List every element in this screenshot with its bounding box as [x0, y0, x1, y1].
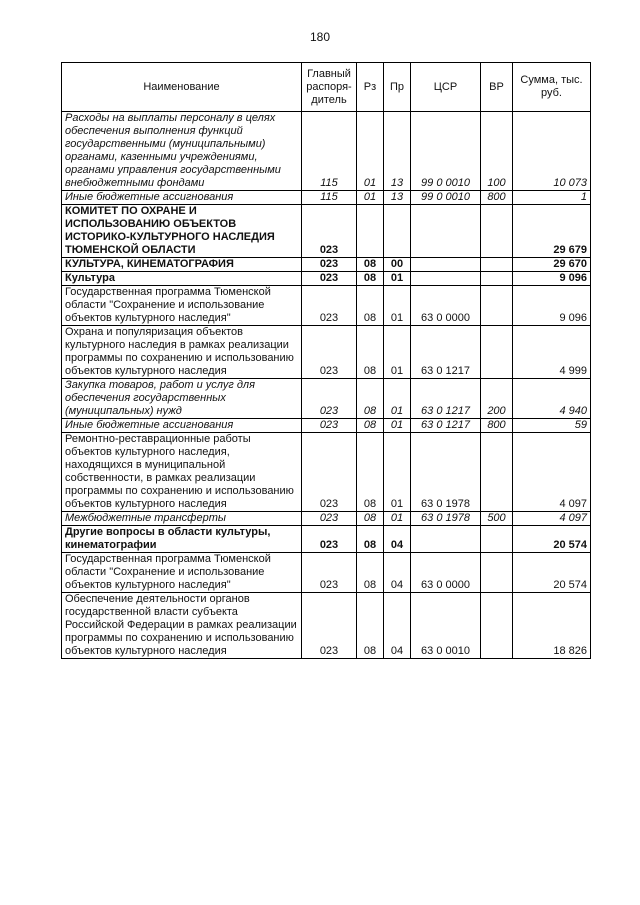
- row-admin: 115: [302, 191, 357, 205]
- row-sum: 20 574: [513, 553, 591, 593]
- table-row: [62, 526, 591, 553]
- row-admin: 023: [302, 258, 357, 272]
- row-admin: 115: [302, 112, 357, 191]
- row-sum: 10 073: [513, 112, 591, 191]
- table-row: [62, 272, 591, 286]
- row-admin: 023: [302, 512, 357, 526]
- table-row: [62, 205, 591, 258]
- table-row: [62, 433, 591, 512]
- row-pr: 13: [384, 112, 411, 191]
- row-pr: 04: [384, 526, 411, 553]
- row-csr: 63 0 0010: [411, 593, 481, 659]
- table-row: [62, 191, 591, 205]
- row-admin: 023: [302, 526, 357, 553]
- table-row: [62, 512, 591, 526]
- row-pr: 01: [384, 272, 411, 286]
- row-vr: 100: [481, 112, 513, 191]
- row-csr: 63 0 0000: [411, 286, 481, 326]
- row-vr: [481, 326, 513, 379]
- row-vr: 500: [481, 512, 513, 526]
- row-sum: 29 670: [513, 258, 591, 272]
- row-vr: [481, 205, 513, 258]
- col-header-vr: ВР: [481, 63, 513, 112]
- row-name: Государственная программа Тюменской области "Сохранение и использование объектов культурного наследия": [62, 553, 302, 593]
- row-sum: 29 679: [513, 205, 591, 258]
- row-sum: 18 826: [513, 593, 591, 659]
- row-admin: 023: [302, 553, 357, 593]
- table-row: [62, 553, 591, 593]
- row-sum: 4 097: [513, 433, 591, 512]
- row-pr: 04: [384, 593, 411, 659]
- row-vr: [481, 272, 513, 286]
- row-pr: 01: [384, 286, 411, 326]
- row-pr: 13: [384, 191, 411, 205]
- row-rz: 01: [357, 191, 384, 205]
- col-header-csr: ЦСР: [411, 63, 481, 112]
- row-name: Другие вопросы в области культуры, кинематографии: [62, 526, 302, 553]
- row-name: Иные бюджетные ассигнования: [62, 419, 302, 433]
- row-pr: 01: [384, 419, 411, 433]
- row-sum: 9 096: [513, 272, 591, 286]
- row-vr: [481, 433, 513, 512]
- row-csr: 63 0 0000: [411, 553, 481, 593]
- row-admin: 023: [302, 379, 357, 419]
- row-name: Охрана и популяризация объектов культурного наследия в рамках реализации программы по сохранению и использованию объектов культурного наследия: [62, 326, 302, 379]
- row-name: Культура: [62, 272, 302, 286]
- row-rz: [357, 205, 384, 258]
- row-admin: 023: [302, 205, 357, 258]
- row-admin: 023: [302, 433, 357, 512]
- row-csr: 63 0 1978: [411, 433, 481, 512]
- row-pr: 01: [384, 379, 411, 419]
- row-name: Закупка товаров, работ и услуг для обеспечения государственных (муниципальных) нужд: [62, 379, 302, 419]
- row-name: Расходы на выплаты персоналу в целях обеспечения выполнения функций государственными (муниципальными) органами, казенными учреждениями, органами управления государственными внебюджетными фондами: [62, 112, 302, 191]
- table-row: [62, 593, 591, 659]
- row-rz: 08: [357, 258, 384, 272]
- col-header-admin: Главный распоря-дитель: [302, 63, 357, 112]
- row-csr: [411, 272, 481, 286]
- table-row: [62, 379, 591, 419]
- row-name: Межбюджетные трансферты: [62, 512, 302, 526]
- row-name: КОМИТЕТ ПО ОХРАНЕ И ИСПОЛЬЗОВАНИЮ ОБЪЕКТОВ ИСТОРИКО-КУЛЬТУРНОГО НАСЛЕДИЯ ТЮМЕНСКОЙ ОБЛАСТИ: [62, 205, 302, 258]
- row-rz: 08: [357, 526, 384, 553]
- row-csr: 63 0 1217: [411, 379, 481, 419]
- table-row: [62, 112, 591, 191]
- row-csr: 63 0 1217: [411, 419, 481, 433]
- row-vr: 200: [481, 379, 513, 419]
- row-csr: 99 0 0010: [411, 112, 481, 191]
- row-rz: 08: [357, 286, 384, 326]
- col-header-name: Наименование: [62, 63, 302, 112]
- row-admin: 023: [302, 326, 357, 379]
- row-csr: [411, 205, 481, 258]
- row-rz: 08: [357, 272, 384, 286]
- row-vr: 800: [481, 419, 513, 433]
- row-pr: 01: [384, 433, 411, 512]
- row-pr: 00: [384, 258, 411, 272]
- row-admin: 023: [302, 272, 357, 286]
- budget-table: [61, 62, 591, 659]
- row-csr: [411, 258, 481, 272]
- row-sum: 4 940: [513, 379, 591, 419]
- row-pr: 04: [384, 553, 411, 593]
- page-number: 180: [309, 30, 331, 44]
- row-vr: [481, 258, 513, 272]
- row-vr: 800: [481, 191, 513, 205]
- row-rz: 01: [357, 112, 384, 191]
- row-csr: 63 0 1217: [411, 326, 481, 379]
- row-sum: 4 999: [513, 326, 591, 379]
- row-rz: 08: [357, 419, 384, 433]
- row-name: Государственная программа Тюменской области "Сохранение и использование объектов культурного наследия": [62, 286, 302, 326]
- row-rz: 08: [357, 512, 384, 526]
- row-sum: 4 097: [513, 512, 591, 526]
- table-row: [62, 419, 591, 433]
- row-rz: 08: [357, 433, 384, 512]
- table-row: [62, 286, 591, 326]
- row-rz: 08: [357, 326, 384, 379]
- row-rz: 08: [357, 379, 384, 419]
- row-rz: 08: [357, 553, 384, 593]
- table-row: [62, 258, 591, 272]
- row-csr: 63 0 1978: [411, 512, 481, 526]
- row-sum: 9 096: [513, 286, 591, 326]
- row-admin: 023: [302, 593, 357, 659]
- row-vr: [481, 286, 513, 326]
- row-name: КУЛЬТУРА, КИНЕМАТОГРАФИЯ: [62, 258, 302, 272]
- row-admin: 023: [302, 286, 357, 326]
- col-header-rz: Рз: [357, 63, 384, 112]
- row-pr: 01: [384, 512, 411, 526]
- row-csr: 99 0 0010: [411, 191, 481, 205]
- row-name: Ремонтно-реставрационные работы объектов культурного наследия, находящихся в муниципальной собственности, в рамках реализации программы по сохранению и использованию объектов культурного наследия: [62, 433, 302, 512]
- row-vr: [481, 593, 513, 659]
- row-name: Иные бюджетные ассигнования: [62, 191, 302, 205]
- table-row: [62, 326, 591, 379]
- row-vr: [481, 553, 513, 593]
- col-header-pr: Пр: [384, 63, 411, 112]
- row-vr: [481, 526, 513, 553]
- row-name: Обеспечение деятельности органов государственной власти субъекта Российской Федерации в рамках реализации программы по сохранению и использованию объектов культурного наследия: [62, 593, 302, 659]
- row-sum: 1: [513, 191, 591, 205]
- row-pr: [384, 205, 411, 258]
- row-pr: 01: [384, 326, 411, 379]
- table-header-row: [62, 63, 591, 112]
- row-rz: 08: [357, 593, 384, 659]
- row-csr: [411, 526, 481, 553]
- col-header-sum: Сумма, тыс. руб.: [513, 63, 591, 112]
- row-sum: 59: [513, 419, 591, 433]
- row-admin: 023: [302, 419, 357, 433]
- row-sum: 20 574: [513, 526, 591, 553]
